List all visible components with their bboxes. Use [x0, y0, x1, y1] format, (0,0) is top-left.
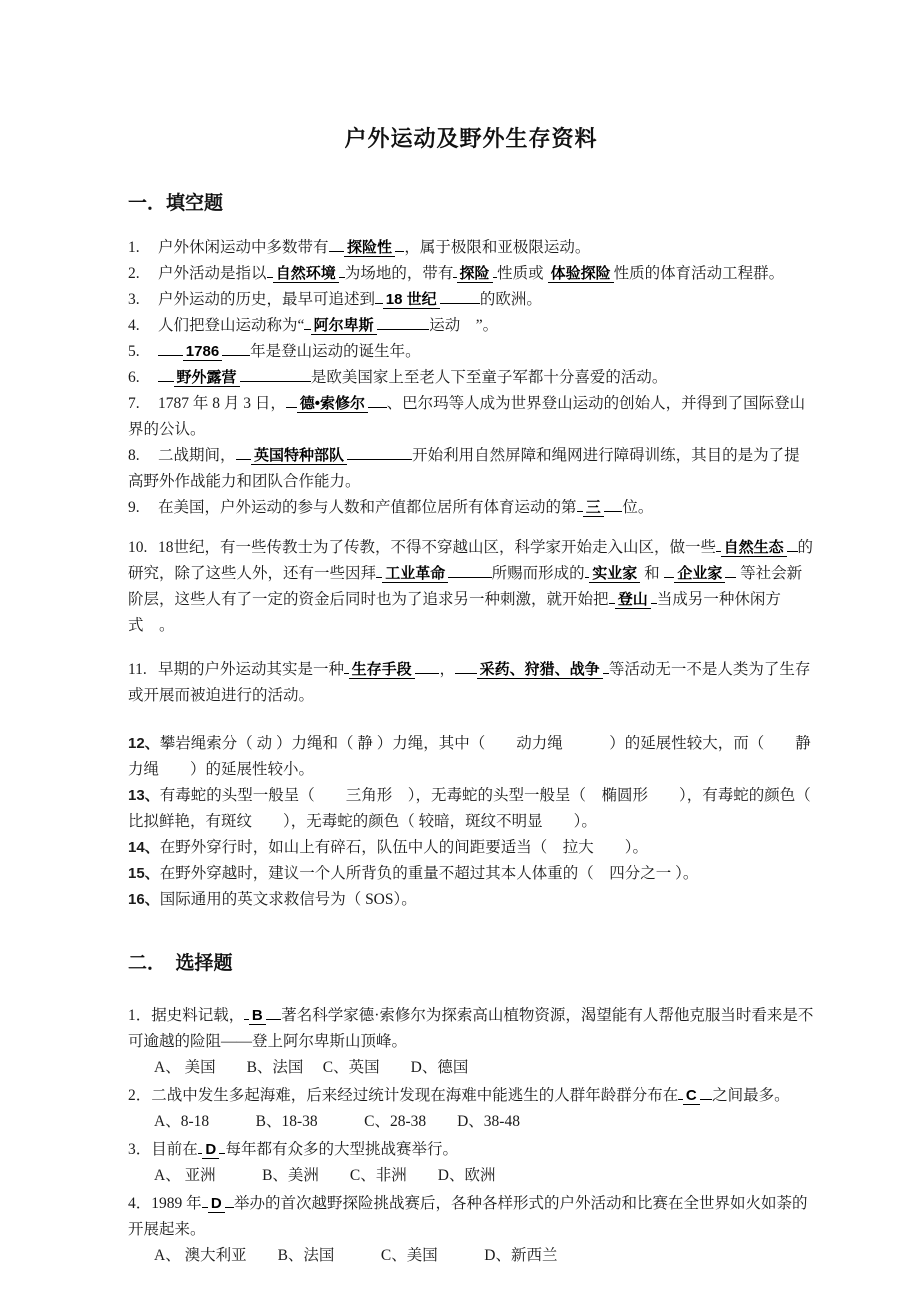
- item-number: 8.: [128, 447, 140, 464]
- document-title: 户外运动及野外生存资料: [344, 126, 598, 151]
- blank-underline: [448, 561, 491, 578]
- blank-answer: 实业家: [589, 565, 640, 583]
- fill-blank-item: [128, 783, 814, 835]
- blank-underline: [787, 535, 798, 552]
- option-row: A、 美国 B、法国 C、英国 D、德国: [154, 1059, 469, 1076]
- text-run: 户外活动是指以: [158, 265, 267, 282]
- text-run: 户外运动的历史，最早可追述到: [158, 291, 376, 308]
- item-number: 14、: [128, 839, 160, 856]
- text-run: 在野外穿越时，建议一个人所背负的重量不超过其本人体重的（ 四分之一 ）。: [159, 865, 699, 882]
- blank-underline: [700, 1083, 712, 1100]
- fill-blank-item: [128, 887, 814, 913]
- text-run: 开始利用自然屏障和绳网进行障碍训练，其目的是为了提高野外作战能力和团队合作能力。: [128, 447, 800, 490]
- text-run: 在野外穿行时，如山上有碎石，队伍中人的间距要适当（ 拉大 ）。: [159, 839, 648, 856]
- item-number: 9.: [128, 499, 140, 516]
- text-run: 和: [640, 565, 664, 582]
- fill-blank-item: [128, 339, 814, 365]
- blank-answer: C: [683, 1087, 700, 1105]
- choice-question: [128, 1083, 814, 1109]
- blank-underline: [415, 657, 440, 674]
- blank-underline: [240, 365, 311, 382]
- blank-underline: [225, 1191, 234, 1208]
- blank-underline: [266, 1003, 282, 1020]
- item-number: 16、: [128, 891, 160, 908]
- blank-underline: [664, 561, 675, 578]
- item-number: 5.: [128, 343, 140, 360]
- fill-blank-item: [128, 261, 814, 287]
- blank-underline: [347, 443, 412, 460]
- blank-answer: 企业家: [674, 565, 725, 583]
- text-run: 举办的首次越野探险挑战赛后，各种各样形式的户外活动和比赛在全世界如火如荼的开展起来。: [128, 1195, 808, 1238]
- blank-answer: 阿尔卑斯: [311, 317, 377, 335]
- blank-answer: 自然环境: [273, 265, 339, 283]
- text-run: 18世纪，有一些传教士为了传教，不得不穿越山区，科学家开始走入山区，做一些: [158, 539, 717, 556]
- text-run: 攀岩绳索分（ 动 ）力绳和（ 静 ）力绳，其中（ 动力绳 ）的延展性较大，而（ 静力绳 ）的延展性较小。: [128, 735, 811, 778]
- text-run: 等社会新阶层，这些人有了一定的资金后同时也为了追求另一种刺激，就开始把: [128, 565, 803, 608]
- text-run: 是欧美国家上至老人下至童子军都十分喜爱的活动。: [310, 369, 668, 386]
- blank-underline: [455, 657, 477, 674]
- blank-underline: [267, 261, 273, 278]
- option-row: A、 澳大利亚 B、法国 C、美国 D、新西兰: [154, 1247, 558, 1264]
- text-run: 有毒蛇的头型一般呈（ 三角形 ），无毒蛇的头型一般呈（ 椭圆形 ），有毒蛇的颜色（ 比拟鲜艳，有斑纹 ），无毒蛇的颜色（ 较暗，斑纹不明显 ）。: [128, 787, 811, 830]
- blank-answer: 体验探险: [548, 265, 614, 283]
- item-number: 2.: [128, 265, 140, 282]
- text-run: 每年都有众多的大型挑战赛举行。: [225, 1141, 458, 1158]
- blank-underline: [725, 561, 736, 578]
- blank-underline: [304, 313, 310, 330]
- fill-blank-item: [128, 495, 814, 521]
- blank-answer: 18 世纪: [383, 291, 440, 309]
- section-heading-multiple-choice: 二． 选择题: [128, 953, 233, 974]
- item-number: 13、: [128, 787, 160, 804]
- text-run: 年是登山运动的诞生年。: [250, 343, 421, 360]
- fill-blank-item: [128, 365, 814, 391]
- blank-answer: 登山: [615, 591, 651, 609]
- blank-answer: 德•索修尔: [297, 395, 368, 413]
- text-run: 的欧洲。: [479, 291, 542, 308]
- item-number: 6.: [128, 369, 140, 386]
- fill-blank-item: [128, 535, 814, 639]
- blank-underline: [344, 657, 349, 674]
- text-run: ，属于极限和亚极限运动。: [404, 239, 591, 256]
- text-run: 运动 ”。: [429, 317, 499, 334]
- choice-question: [128, 1003, 814, 1055]
- text-run: 国际通用的英文求救信号为（ SOS）。: [159, 891, 417, 908]
- blank-answer: 1786: [183, 343, 222, 361]
- fill-blank-item: [128, 235, 814, 261]
- text-run: 1．据史料记载，: [128, 1007, 245, 1024]
- text-run: 二战期间，: [158, 447, 236, 464]
- fill-blank-item: [128, 391, 814, 443]
- blank-underline: [375, 287, 383, 304]
- item-number: 11.: [128, 661, 147, 678]
- choice-question: [128, 1191, 814, 1243]
- section-heading-fill-blanks: 一．填空题: [128, 193, 224, 214]
- text-run: 之间最多。: [712, 1087, 790, 1104]
- text-run: 当成另一种休闲方式 。: [128, 591, 781, 634]
- text-run: 2．二战中发生多起海难，后来经过统计发现在海难中能逃生的人群年龄群分布在: [128, 1087, 679, 1104]
- text-run: 在美国，户外运动的参与人数和产值都位居所有体育运动的第: [158, 499, 577, 516]
- item-number: 7.: [128, 395, 140, 412]
- blank-answer: 采药、狩猎、战争: [477, 661, 603, 679]
- blank-answer: 生存手段: [349, 661, 415, 679]
- blank-underline: [368, 391, 387, 408]
- blank-answer: 自然生态: [721, 539, 787, 557]
- text-run: 所赐而形成的: [491, 565, 585, 582]
- blank-underline: [329, 235, 345, 252]
- blank-answer: B: [249, 1007, 266, 1025]
- text-run: ，: [439, 661, 455, 678]
- fill-blank-item: [128, 861, 814, 887]
- text-run: 、巴尔玛等人成为世界登山运动的创始人，并得到了国际登山界的公认。: [128, 395, 806, 438]
- text-run: 为场地的，带有: [344, 265, 454, 282]
- item-number: 12、: [128, 735, 160, 752]
- fill-blank-item: [128, 443, 814, 495]
- blank-underline: [286, 391, 297, 408]
- blank-underline: [716, 535, 721, 552]
- blank-answer: 工业革命: [382, 565, 448, 583]
- item-number: 4.: [128, 317, 140, 334]
- blank-underline: [604, 495, 623, 512]
- option-row: A、8-18 B、18-38 C、28-38 D、38-48: [154, 1113, 520, 1130]
- fill-blank-item: [128, 657, 814, 709]
- text-run: 性质的体育活动工程群。: [613, 265, 785, 282]
- blank-underline: [202, 1191, 208, 1208]
- blank-underline: [158, 365, 174, 382]
- text-run: 著名科学家德·索修尔为探索高山植物资源，渴望能有人帮他克服当时看来是不可逾越的险阻——登上阿尔卑斯山顶峰。: [128, 1007, 814, 1050]
- blank-underline: [222, 339, 250, 356]
- blank-answer: D: [208, 1195, 225, 1213]
- blank-underline: [577, 495, 583, 512]
- blank-answer: 英国特种部队: [251, 447, 347, 465]
- option-row: A、 亚洲 B、美洲 C、非洲 D、欧洲: [154, 1167, 496, 1184]
- choice-question-list: [128, 1003, 814, 1269]
- fill-blank-list: [128, 235, 814, 913]
- blank-underline: [609, 587, 615, 604]
- text-run: 1787 年 8 月 3 日，: [158, 395, 286, 412]
- blank-answer: 三: [583, 499, 604, 517]
- text-run: 4．1989 年: [128, 1195, 202, 1212]
- choice-question: [128, 1137, 814, 1163]
- item-number: 3.: [128, 291, 140, 308]
- blank-answer: 野外露营: [174, 369, 240, 387]
- blank-underline: [158, 339, 183, 356]
- text-run: 早期的户外运动其实是一种: [158, 661, 345, 678]
- item-number: 1.: [128, 239, 140, 256]
- fill-blank-item: [128, 313, 814, 339]
- text-run: 人们把登山运动称为“: [158, 317, 305, 334]
- text-run: 3．目前在: [128, 1141, 198, 1158]
- text-run: 户外休闲运动中多数带有: [158, 239, 329, 256]
- blank-underline: [440, 287, 480, 304]
- blank-underline: [236, 443, 252, 460]
- blank-answer: 探险: [457, 265, 493, 283]
- item-number: 15、: [128, 865, 160, 882]
- text-run: 性质或: [497, 265, 548, 282]
- item-number: 10.: [128, 539, 148, 556]
- blank-answer: 探险性: [344, 239, 395, 257]
- text-run: 的研究，除了这些人外，还有一些因拜: [128, 539, 814, 582]
- fill-blank-item: [128, 835, 814, 861]
- blank-underline: [377, 313, 430, 330]
- blank-answer: D: [202, 1141, 219, 1159]
- blank-underline: [395, 235, 404, 252]
- text-run: 位。: [622, 499, 654, 516]
- fill-blank-item: [128, 731, 814, 783]
- fill-blank-item: [128, 287, 814, 313]
- text-run: 等活动无一不是人类为了生存或开展而被迫进行的活动。: [128, 661, 811, 704]
